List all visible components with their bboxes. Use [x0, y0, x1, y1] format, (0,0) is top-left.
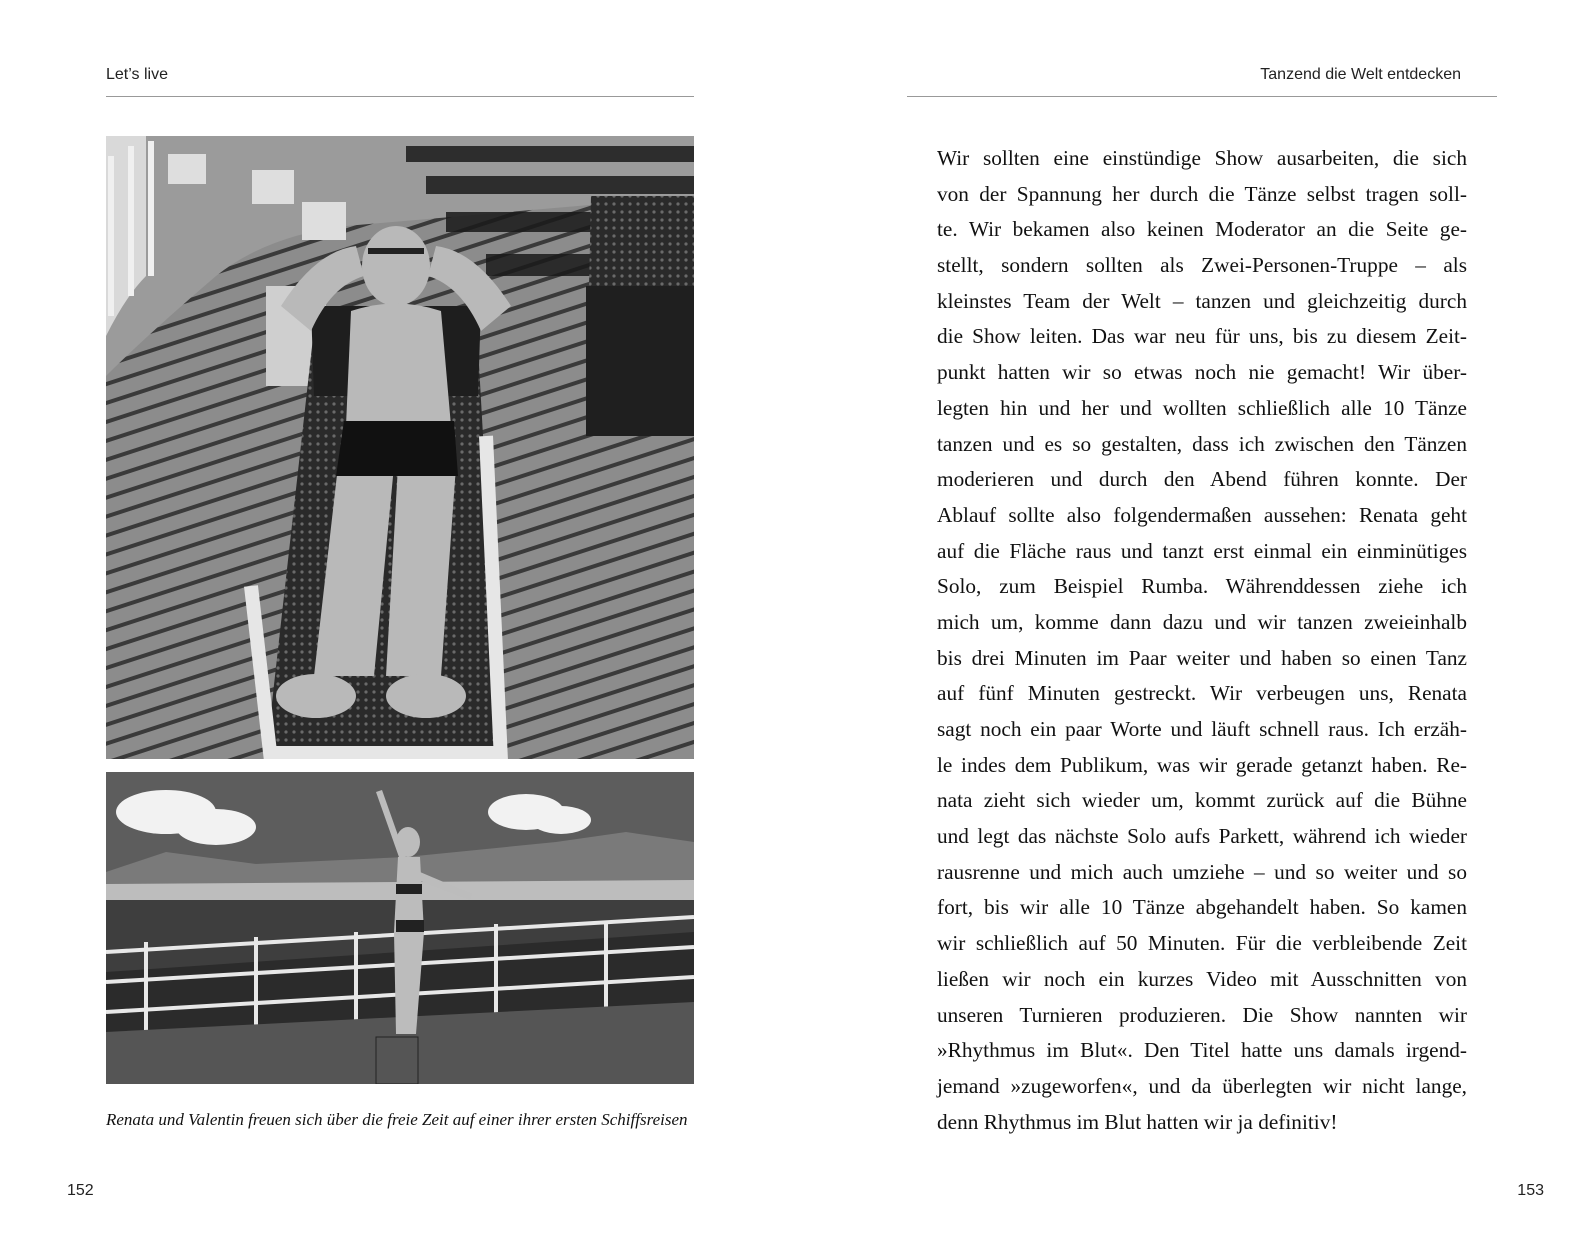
header-rule-right	[907, 96, 1497, 97]
photo-man-on-sun-lounger	[106, 136, 694, 759]
text-line: und legt das nächste Solo aufs Parkett, während ich wieder	[937, 824, 1467, 849]
text-line: denn Rhythmus im Blut hatten wir ja definitiv!	[937, 1109, 1338, 1134]
photo-woman-graphic	[106, 772, 694, 1084]
header-rule-left	[106, 96, 694, 97]
running-head-left: Let’s live	[106, 66, 168, 83]
page-number-left: 152	[67, 1182, 94, 1199]
text-line: le indes dem Publikum, was wir gerade getanzt haben. Re-	[937, 752, 1467, 777]
text-line: »Rhythmus im Blut«. Den Titel hatte uns damals irgend-	[937, 1038, 1467, 1063]
text-line: nata zieht sich wieder um, kommt zurück auf die Bühne	[937, 788, 1467, 813]
text-line: legten hin und her und wollten schließlich alle 10 Tänze	[937, 395, 1467, 420]
text-line: bis drei Minuten im Paar weiter und haben so einen Tanz	[937, 645, 1467, 670]
text-line: tanzen und es so gestalten, dass ich zwischen den Tänzen	[937, 431, 1467, 456]
text-line: rausrenne und mich auch umziehe – und so weiter und so	[937, 859, 1467, 884]
text-line: auf fünf Minuten gestreckt. Wir verbeugen uns, Renata	[937, 681, 1467, 706]
text-line: Solo, zum Beispiel Rumba. Währenddessen ziehe ich	[937, 574, 1467, 599]
text-line: unseren Turnieren produzieren. Die Show nannten wir	[937, 1002, 1467, 1027]
text-line: punkt hatten wir so etwas noch nie gemacht! Wir über-	[937, 360, 1467, 385]
text-line: die Show leiten. Das war neu für uns, bis zu diesem Zeit-	[937, 324, 1467, 349]
photo-man-graphic	[106, 136, 694, 759]
text-line: ließen wir noch ein kurzes Video mit Ausschnitten von	[937, 966, 1467, 991]
text-line: Wir sollten eine einstündige Show ausarbeiten, die sich	[937, 146, 1467, 170]
running-head-right: Tanzend die Welt entdecken	[1260, 66, 1461, 83]
text-line: moderieren und durch den Abend führen konnte. Der	[937, 467, 1467, 492]
text-line: fort, bis wir alle 10 Tänze abgehandelt haben. So kamen	[937, 895, 1467, 920]
text-line: Ablauf sollte also folgendermaßen aussehen: Renata geht	[937, 502, 1467, 527]
text-line: kleinstes Team der Welt – tanzen und gleichzeitig durch	[937, 288, 1467, 313]
text-line: sagt noch ein paar Worte und läuft schnell raus. Ich erzäh-	[937, 717, 1467, 741]
text-line: von der Spannung her durch die Tänze selbst tragen soll-	[937, 181, 1467, 206]
text-line: auf die Fläche raus und tanzt erst einmal ein einminütiges	[937, 538, 1467, 563]
text-line: mich um, komme dann dazu und wir tanzen zweieinhalb	[937, 609, 1467, 634]
text-line: stellt, sondern sollten als Zwei-Personen-Truppe – als	[937, 253, 1467, 278]
right-page	[797, 0, 1594, 1240]
photo-woman-posing-on-deck	[106, 772, 694, 1084]
page-number-right: 153	[1517, 1182, 1544, 1199]
body-text	[937, 141, 1467, 1140]
text-line: jemand »zugeworfen«, und da überlegten wir nicht lange,	[937, 1073, 1467, 1098]
photo-caption: Renata und Valentin freuen sich über die freie Zeit auf einer ihrer ersten Schiffsreisen	[106, 1110, 688, 1129]
text-line: wir schließlich auf 50 Minuten. Für die verbleibende Zeit	[937, 931, 1467, 956]
text-line: te. Wir bekamen also keinen Moderator an die Seite ge-	[937, 217, 1467, 242]
